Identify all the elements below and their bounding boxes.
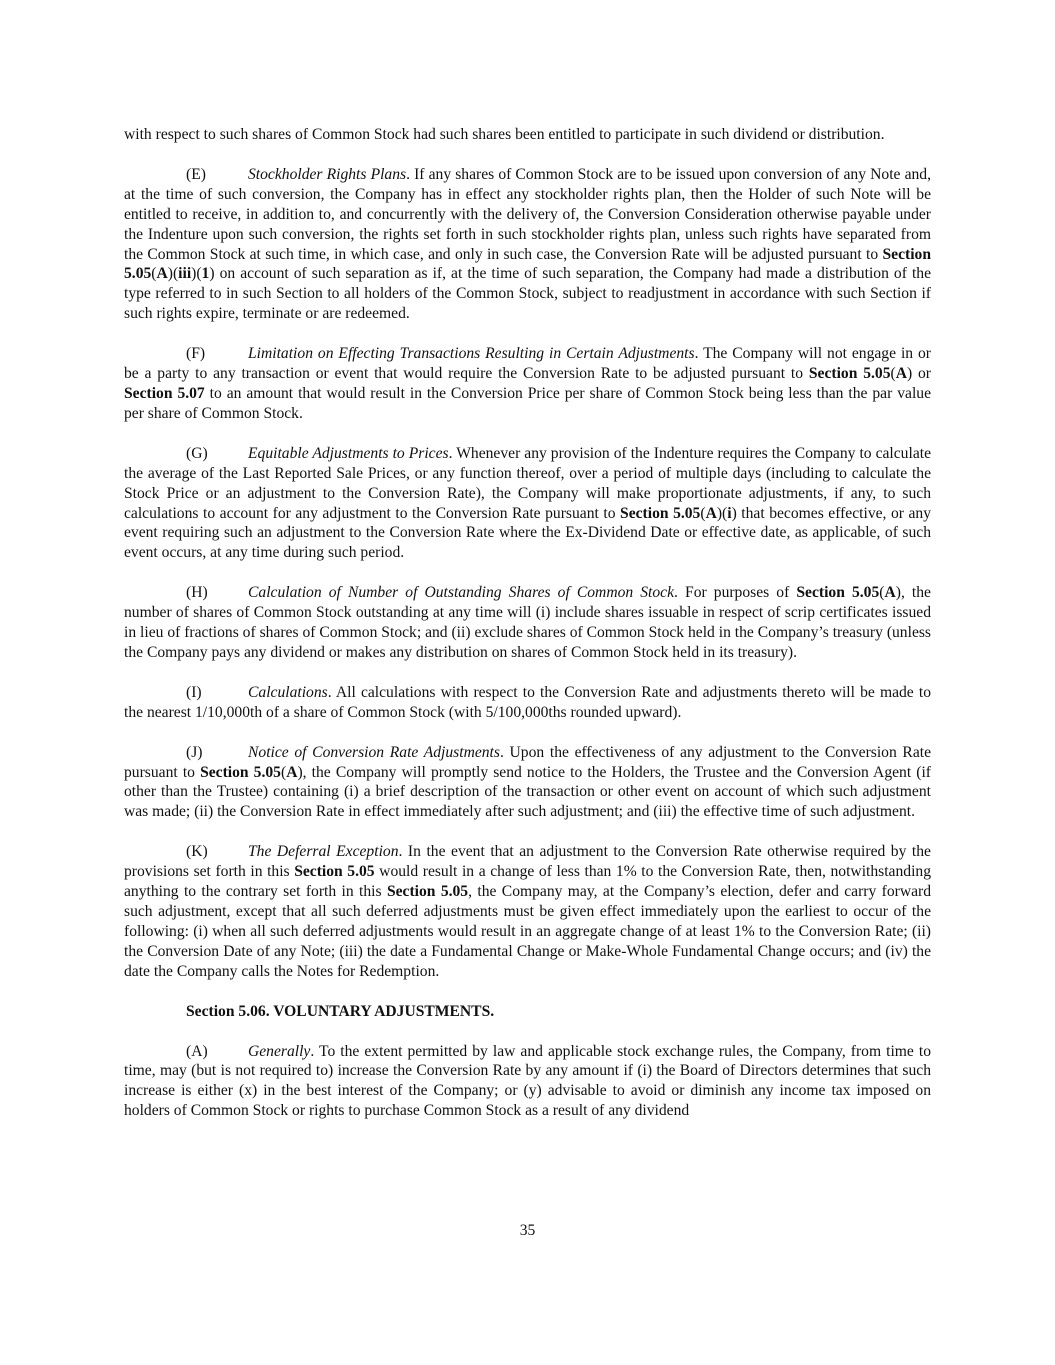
section-heading: Section 5.06. VOLUNTARY ADJUSTMENTS.: [186, 1002, 495, 1020]
section-ref: Section 5.05: [386, 883, 469, 901]
section-ref: Section 5.05: [796, 584, 880, 602]
paragraph-f-text-3: to an amount that would result in the Conversion Price per share of Common Stock being less than the par value per share of Common Stock.: [124, 384, 931, 422]
paragraph-e-label: (E): [186, 165, 206, 183]
paragraph-j-label: (J): [186, 743, 203, 761]
ref-punct: (: [280, 763, 287, 781]
paragraph-k-text-1: . In the event that an adjustment to the Conversion Rate otherwise required by the provisions set forth in this: [124, 843, 931, 881]
ref-punct: )(: [716, 504, 728, 522]
paragraph-g-title: Equitable Adjustments to Prices: [248, 444, 449, 462]
section-ref: Section 5.05: [620, 504, 701, 522]
intro-paragraph: with respect to such shares of Common Stock had such shares been entitled to participate in such dividend or distribution.: [124, 126, 885, 143]
ref-punct: (: [879, 584, 885, 602]
paragraph-k: [124, 842, 931, 981]
ref-part: A: [895, 365, 907, 383]
paragraph-i-title: Calculations: [248, 683, 328, 701]
paragraph-g-text-1: . Whenever any provision of the Indenture requires the Company to calculate the average of the Last Reported Sale Prices, or any function thereof, over a period of multiple days (including to calculate the Stock Price or an adjustment to the Conversion Rate), the Company will make proportionate adjustments, if any, to such calculations to account for any adjustment to the Conversion Rate pursuant to: [124, 444, 931, 522]
paragraph-i-label: (I): [186, 683, 202, 701]
section-ref: Section 5.07: [124, 384, 205, 402]
ref-part: 1: [201, 265, 210, 283]
paragraph-i-text-1: . All calculations with respect to the Conversion Rate and adjustments thereto will be made to the nearest 1/10,000th of a share of Common Stock (with 5/100,000ths rounded upward).: [124, 683, 931, 721]
paragraph-f-text-1: . The Company will not engage in or be a party to any transaction or event that would require the Conversion Rate to be adjusted pursuant to: [124, 345, 931, 383]
paragraph-h-text-2: , the number of shares of Common Stock outstanding at any time will (i) include shares issuable in respect of scrip certificates issued in lieu of fractions of shares of Common Stock; and (ii) exclude shares of Common Stock held in the Company’s treasury (unless the Company pays any dividend or makes any distribution on shares of Common Stock held in its treasury).: [124, 584, 931, 661]
paragraph-i: [124, 683, 931, 723]
paragraph-e: [124, 165, 931, 324]
section-ref: Section 5.05: [124, 245, 931, 283]
ref-part: A: [705, 504, 717, 522]
paragraph-h-title: Calculation of Number of Outstanding Shares of Common Stock: [248, 584, 675, 602]
ref-part: iii: [178, 265, 192, 283]
ref-punct: ): [209, 265, 215, 283]
paragraph-h-label: (H): [186, 584, 208, 602]
paragraph-f-title: Limitation on Effecting Transactions Resulting in Certain Adjustments: [248, 345, 695, 363]
ref-part: A: [156, 265, 168, 283]
ref-punct: )(: [167, 265, 179, 283]
paragraph-k-title: The Deferral Exception: [248, 843, 399, 861]
section-ref: Section 5.05: [200, 763, 281, 781]
paragraph-f-label: (F): [186, 345, 206, 363]
paragraph-g-label: (G): [186, 444, 208, 462]
section-ref: Section 5.05: [294, 863, 375, 881]
paragraph-e-text-1: . If any shares of Common Stock are to be issued upon conversion of any Note and, at the time of such conversion, the Company has in effect any stockholder rights plan, then the Holder of such Note will be entitled to receive, in addition to, and concurrently with the delivery of, the Conversion Consideration otherwise payable under the Indenture upon such conversion, the rights set forth in such stockholder rights plan, unless such rights have separated from the Common Stock at such time, in which case, and only in such case, the Conversion Rate will be adjusted pursuant to: [124, 165, 931, 263]
paragraph-a-label: (A): [186, 1042, 208, 1060]
paragraph-a-title: Generally: [248, 1042, 311, 1060]
paragraph-j: [124, 743, 931, 823]
ref-punct: (: [890, 365, 896, 383]
paragraph-j-text-1: . Upon the effectiveness of any adjustment to the Conversion Rate pursuant to: [124, 743, 932, 781]
paragraph-a: [124, 1042, 931, 1122]
ref-part: A: [286, 763, 298, 781]
paragraph-a-text-1: . To the extent permitted by law and applicable stock exchange rules, the Company, from time to time, may (but is not required to) increase the Conversion Rate by any amount if (i) the Board of Directors determines that such increase is either (x) in the best interest of the Company; or (y) advisable to avoid or diminish any income tax imposed on holders of Common Stock or rights to purchase Common Stock as a result of any dividend: [124, 1042, 931, 1120]
page-number: 35: [519, 1222, 536, 1239]
ref-part: i: [727, 504, 732, 522]
paragraph-e-text-2: on account of such separation as if, at the time of such separation, the Company had made a distribution of the type referred to in such Section to all holders of the Common Stock, subject to readjustment in accordance with such Section if such rights expire, terminate or are redeemed.: [124, 265, 931, 323]
ref-punct: (: [151, 265, 157, 283]
ref-punct: ): [731, 504, 737, 522]
document-page: [124, 125, 931, 1141]
ref-punct: ): [906, 365, 913, 383]
paragraph-g: [124, 444, 931, 563]
ref-punct: )(: [191, 265, 202, 283]
paragraph-h-text-1: . For purposes of: [674, 584, 797, 602]
paragraph-e-title: Stockholder Rights Plans: [248, 165, 407, 183]
paragraph-k-text-3: , the Company may, at the Company’s election, defer and carry forward such adjustment, except that all such deferred adjustments must be given effect immediately upon the earliest to occur of the following: (i) when all such deferred adjustments would result in an aggregate change of at least 1% to the Conversion Rate; (ii) the Conversion Date of any Note; (iii) the date a Fundamental Change or Make-Whole Fundamental Change occurs; and (iv) the date the Company calls the Notes for Redemption.: [124, 883, 931, 980]
paragraph-h: [124, 583, 931, 663]
paragraph-k-label: (K): [186, 843, 208, 861]
paragraph-f-text-2: or: [912, 365, 931, 383]
ref-punct: (: [700, 504, 706, 522]
ref-punct: ): [895, 584, 901, 602]
ref-punct: ): [297, 763, 303, 781]
paragraph-j-text-2: , the Company will promptly send notice to the Holders, the Trustee and the Conversion Agent (if other than the Trustee) containing (i) a brief description of the transaction or other event on account of which such adjustment was made; (ii) the Conversion Rate in effect immediately after such adjustment; and (iii) the effective time of such adjustment.: [124, 763, 931, 821]
paragraph-g-text-2: that becomes effective, or any event requiring such an adjustment to the Conversion Rate where the Ex-Dividend Date or effective date, as applicable, of such event occurs, at any time during such period.: [124, 504, 931, 562]
ref-part: A: [884, 584, 896, 602]
paragraph-j-title: Notice of Conversion Rate Adjustments: [248, 743, 500, 761]
paragraph-k-text-2: would result in a change of less than 1% to the Conversion Rate, then, notwithstanding anything to the contrary set forth in this: [124, 863, 932, 901]
paragraph-f: [124, 344, 931, 424]
section-ref: Section 5.05: [808, 365, 891, 383]
